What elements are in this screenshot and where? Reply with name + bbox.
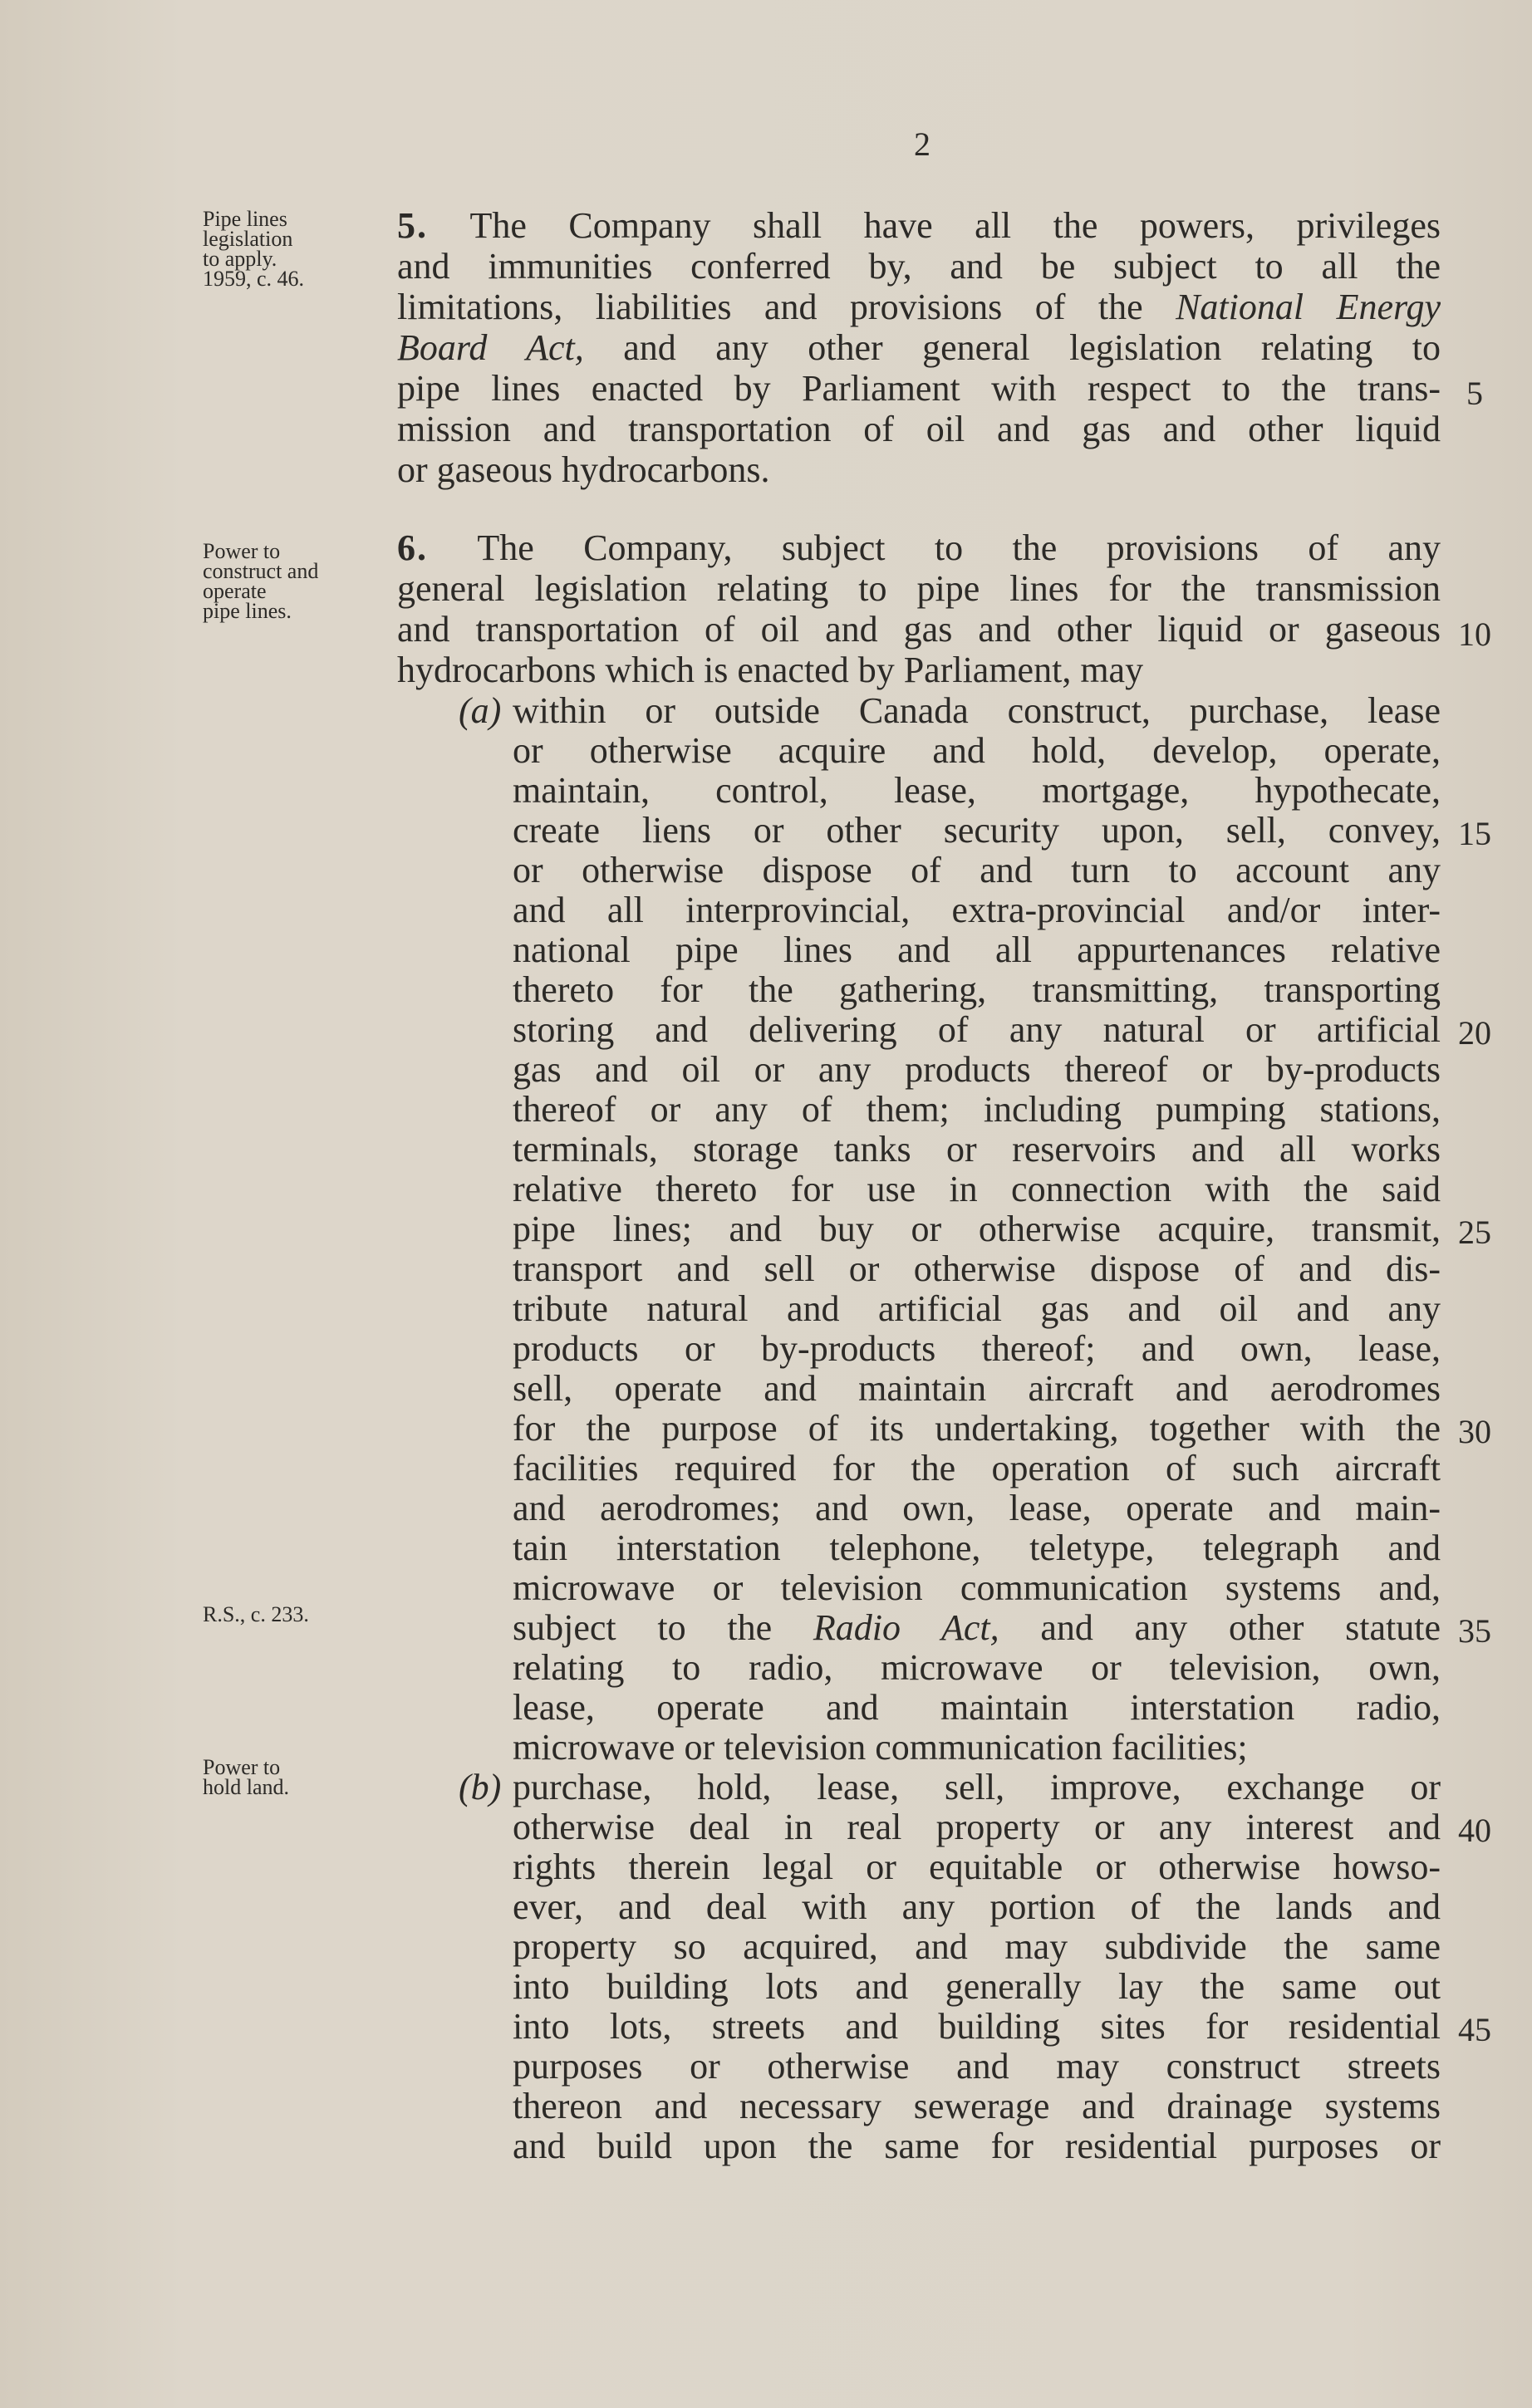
section-6-line xyxy=(397,528,1441,568)
paragraph-b-line: purposes or otherwise and may construct streets xyxy=(513,2046,1441,2087)
paragraph-a-line: and aerodromes; and own, lease, operate and main- xyxy=(513,1488,1441,1528)
paragraph-a-line: microwave or television communication facilities; xyxy=(513,1727,1248,1768)
paragraph-a-line: storing and delivering of any natural or artificial xyxy=(513,1009,1441,1050)
paragraph-a-line: pipe lines; and buy or otherwise acquire, transmit, xyxy=(513,1209,1441,1249)
paragraph-a-line: thereto for the gathering, transmitting, transporting xyxy=(513,969,1441,1010)
paragraph-b-line: rights therein legal or equitable or otherwise howso- xyxy=(513,1846,1441,1887)
paragraph-a-line: tain interstation telephone, teletype, telegraph and xyxy=(513,1528,1441,1568)
margin-note-line: R.S., c. 233. xyxy=(203,1602,309,1626)
section-5-line: or gaseous hydrocarbons. xyxy=(397,449,770,490)
margin-note-line: construct and xyxy=(203,559,319,583)
margin-note-line: 1959, c. 46. xyxy=(203,267,305,291)
text-run: The Company shall have all the powers, privileges xyxy=(469,205,1441,246)
section-6-line: and transportation of oil and gas and other liquid or gaseous xyxy=(397,609,1441,650)
paragraph-a-line: maintain, control, lease, mortgage, hypothecate, xyxy=(513,770,1441,811)
page-number: 2 xyxy=(914,125,930,163)
margin-note-pipe-lines xyxy=(203,209,385,289)
line-number: 25 xyxy=(1458,1214,1491,1251)
margin-note-power-to-construct xyxy=(203,539,385,623)
section-5-line xyxy=(397,328,1441,368)
paragraph-a-line: terminals, storage tanks or reservoirs and all works xyxy=(513,1129,1441,1170)
margin-note-line: legislation xyxy=(203,227,293,251)
text-run: The Company, subject to the provisions of any xyxy=(477,527,1441,568)
line-number: 10 xyxy=(1458,615,1491,653)
margin-note-line: hold land. xyxy=(203,1775,289,1799)
paragraph-b-line: otherwise deal in real property or any interest and xyxy=(513,1807,1441,1847)
margin-note-line: operate xyxy=(203,579,267,603)
paragraph-a-line: facilities required for the operation of such aircraft xyxy=(513,1448,1441,1488)
line-number: 30 xyxy=(1458,1413,1491,1450)
paragraph-a-line: create liens or other security upon, sell, convey, xyxy=(513,810,1441,851)
paragraph-a-line: lease, operate and maintain interstation radio, xyxy=(513,1687,1441,1728)
line-number: 45 xyxy=(1458,2011,1491,2048)
section-5-line: and immunities conferred by, and be subject to all the xyxy=(397,246,1441,287)
paragraph-b-line: property so acquired, and may subdivide the same xyxy=(513,1926,1441,1967)
paragraph-a-line: for the purpose of its undertaking, together with the xyxy=(513,1408,1441,1449)
line-number: 5 xyxy=(1466,375,1483,412)
paragraph-a-line: national pipe lines and all appurtenances relative xyxy=(513,929,1441,970)
text-run: limitations, liabilities and provisions of the xyxy=(397,287,1143,327)
paragraph-a-line xyxy=(513,1608,1441,1648)
line-number: 35 xyxy=(1458,1612,1491,1650)
line-number: 20 xyxy=(1458,1014,1491,1052)
margin-note-line: to apply. xyxy=(203,247,277,271)
paragraph-b-line: purchase, hold, lease, sell, improve, exchange or xyxy=(513,1767,1441,1807)
text-run: subject to the xyxy=(513,1607,773,1648)
margin-note-power-to-hold-land xyxy=(203,1755,385,1799)
margin-note-line: pipe lines. xyxy=(203,599,292,623)
section-5-line: mission and transportation of oil and gas and other liquid xyxy=(397,409,1441,449)
line-number: 40 xyxy=(1458,1812,1491,1849)
text-run: and any other statute xyxy=(1040,1607,1441,1648)
paragraph-a-line: relative thereto for use in connection with the said xyxy=(513,1169,1441,1209)
text-run: and any other general legislation relating to xyxy=(623,327,1441,368)
paragraph-a-line: and all interprovincial, extra-provincial and/or inter- xyxy=(513,890,1441,930)
section-5-line: pipe lines enacted by Parliament with respect to the trans- xyxy=(397,368,1441,409)
act-title-national-energy: National Energy xyxy=(1176,287,1441,327)
margin-note-line: Pipe lines xyxy=(203,207,287,231)
paragraph-a-marker: (a) xyxy=(459,690,502,731)
paragraph-a-line: products or by-products thereof; and own, lease, xyxy=(513,1328,1441,1369)
paragraph-a-line: sell, operate and maintain aircraft and aerodromes xyxy=(513,1368,1441,1409)
paragraph-a-line: or otherwise dispose of and turn to account any xyxy=(513,850,1441,890)
section-5-line xyxy=(397,287,1441,327)
paragraph-a-line: relating to radio, microwave or television, own, xyxy=(513,1647,1441,1688)
margin-note-radio-act-citation xyxy=(203,1602,385,1626)
margin-note-line: Power to xyxy=(203,539,281,563)
act-title-radio-act: Radio Act, xyxy=(813,1607,999,1648)
margin-note-line: Power to xyxy=(203,1755,281,1779)
section-6-number: 6. xyxy=(397,527,428,568)
section-5-line xyxy=(397,206,1441,246)
paragraph-a-line: gas and oil or any products thereof or by-products xyxy=(513,1049,1441,1090)
paragraph-a-line: within or outside Canada construct, purchase, lease xyxy=(513,690,1441,731)
section-6-line: hydrocarbons which is enacted by Parliament, may xyxy=(397,650,1144,690)
paragraph-a-line: thereof or any of them; including pumping stations, xyxy=(513,1089,1441,1130)
paragraph-a-line: transport and sell or otherwise dispose of and dis- xyxy=(513,1248,1441,1289)
section-6-line: general legislation relating to pipe lines for the transmission xyxy=(397,568,1441,609)
line-number: 15 xyxy=(1458,815,1491,852)
section-5-number: 5. xyxy=(397,205,428,246)
paragraph-b-line: into lots, streets and building sites for residential xyxy=(513,2006,1441,2047)
paragraph-b-marker: (b) xyxy=(459,1767,502,1807)
paragraph-a-line: or otherwise acquire and hold, develop, operate, xyxy=(513,730,1441,771)
paragraph-b-line: and build upon the same for residential purposes or xyxy=(513,2126,1441,2166)
paragraph-b-line: thereon and necessary sewerage and drainage systems xyxy=(513,2086,1441,2126)
paragraph-b-line: into building lots and generally lay the same out xyxy=(513,1966,1441,2007)
act-title-board-act: Board Act, xyxy=(397,327,584,368)
paragraph-a-line: microwave or television communication systems and, xyxy=(513,1567,1441,1608)
paragraph-a-line: tribute natural and artificial gas and oil and any xyxy=(513,1288,1441,1329)
paragraph-b-line: ever, and deal with any portion of the lands and xyxy=(513,1886,1441,1927)
